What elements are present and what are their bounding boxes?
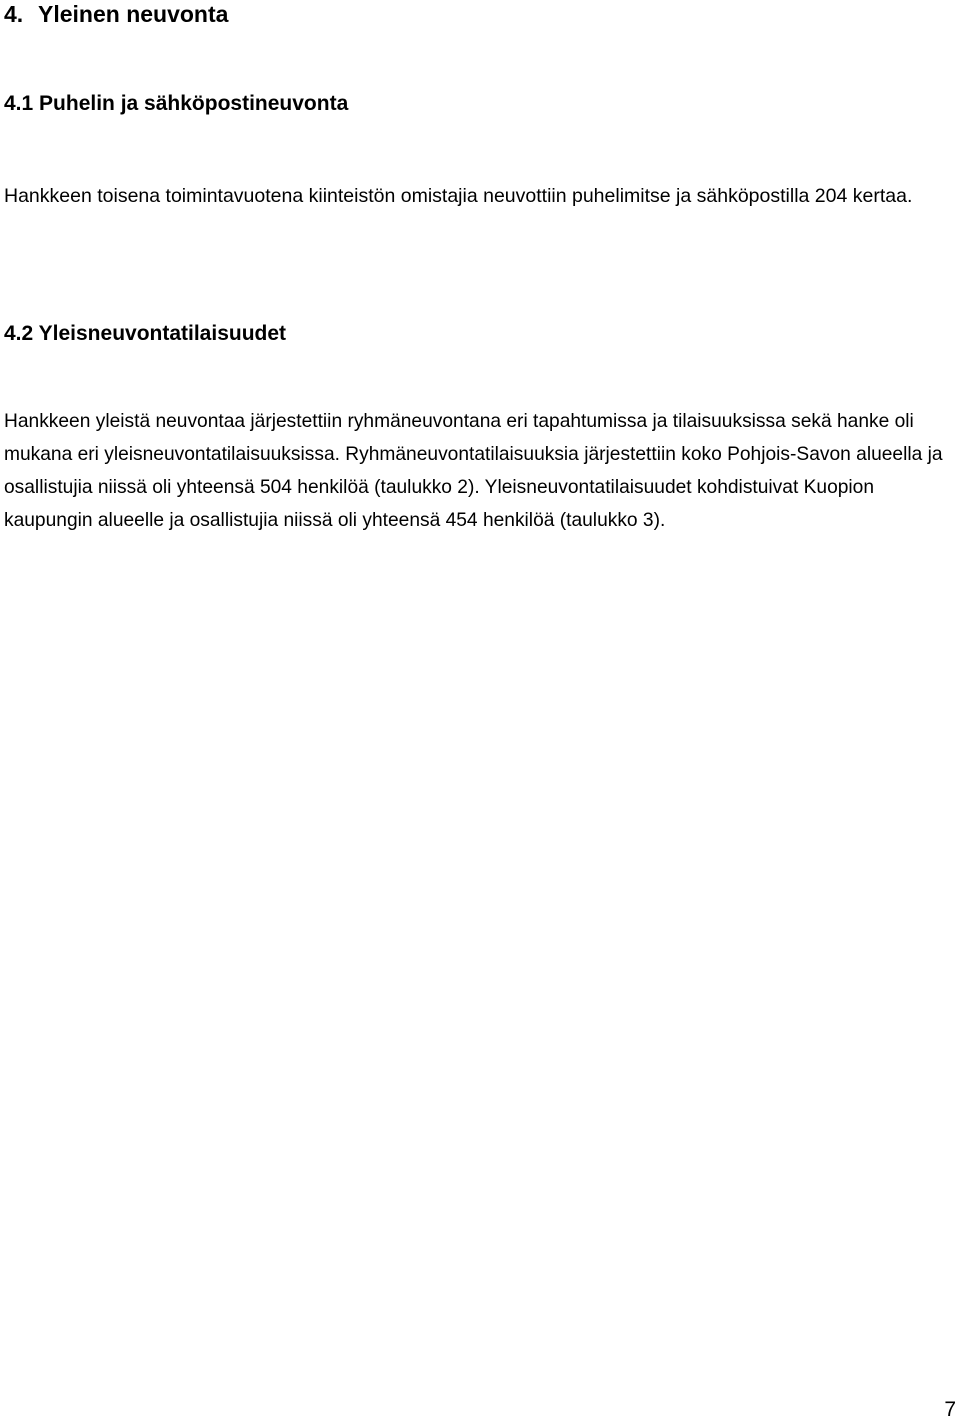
section-heading xyxy=(4,0,228,29)
page-number: 7 xyxy=(944,1398,956,1421)
section-number: 4. xyxy=(4,1,24,27)
paragraph-phone-email: Hankkeen toisena toimintavuotena kiinteistön omistajia neuvottiin puhelimitse ja sähköpostilla 204 kertaa. xyxy=(4,185,913,207)
paragraph-general-events: Hankkeen yleistä neuvontaa järjestettiin ryhmäneuvontana eri tapahtumissa ja tilaisuuksissa sekä hanke oli mukana eri yleisneuvontatilaisuuksissa. Ryhmäneuvontatilaisuuksia järjestettiin koko Pohjois-Savon alueella ja osallistujia niissä oli yhteensä 504 henkilöä (taulukko 2). Yleisneuvontatilaisuudet kohdistuivat Kuopion kaupungin alueelle ja osallistujia niissä oli yhteensä 454 henkilöä (taulukko 3). xyxy=(4,411,943,531)
subsection-heading-general-events: 4.2 Yleisneuvontatilaisuudet xyxy=(4,322,287,345)
subsection-heading-phone-email: 4.1 Puhelin ja sähköpostineuvonta xyxy=(4,92,349,115)
section-title: Yleinen neuvonta xyxy=(38,1,229,27)
